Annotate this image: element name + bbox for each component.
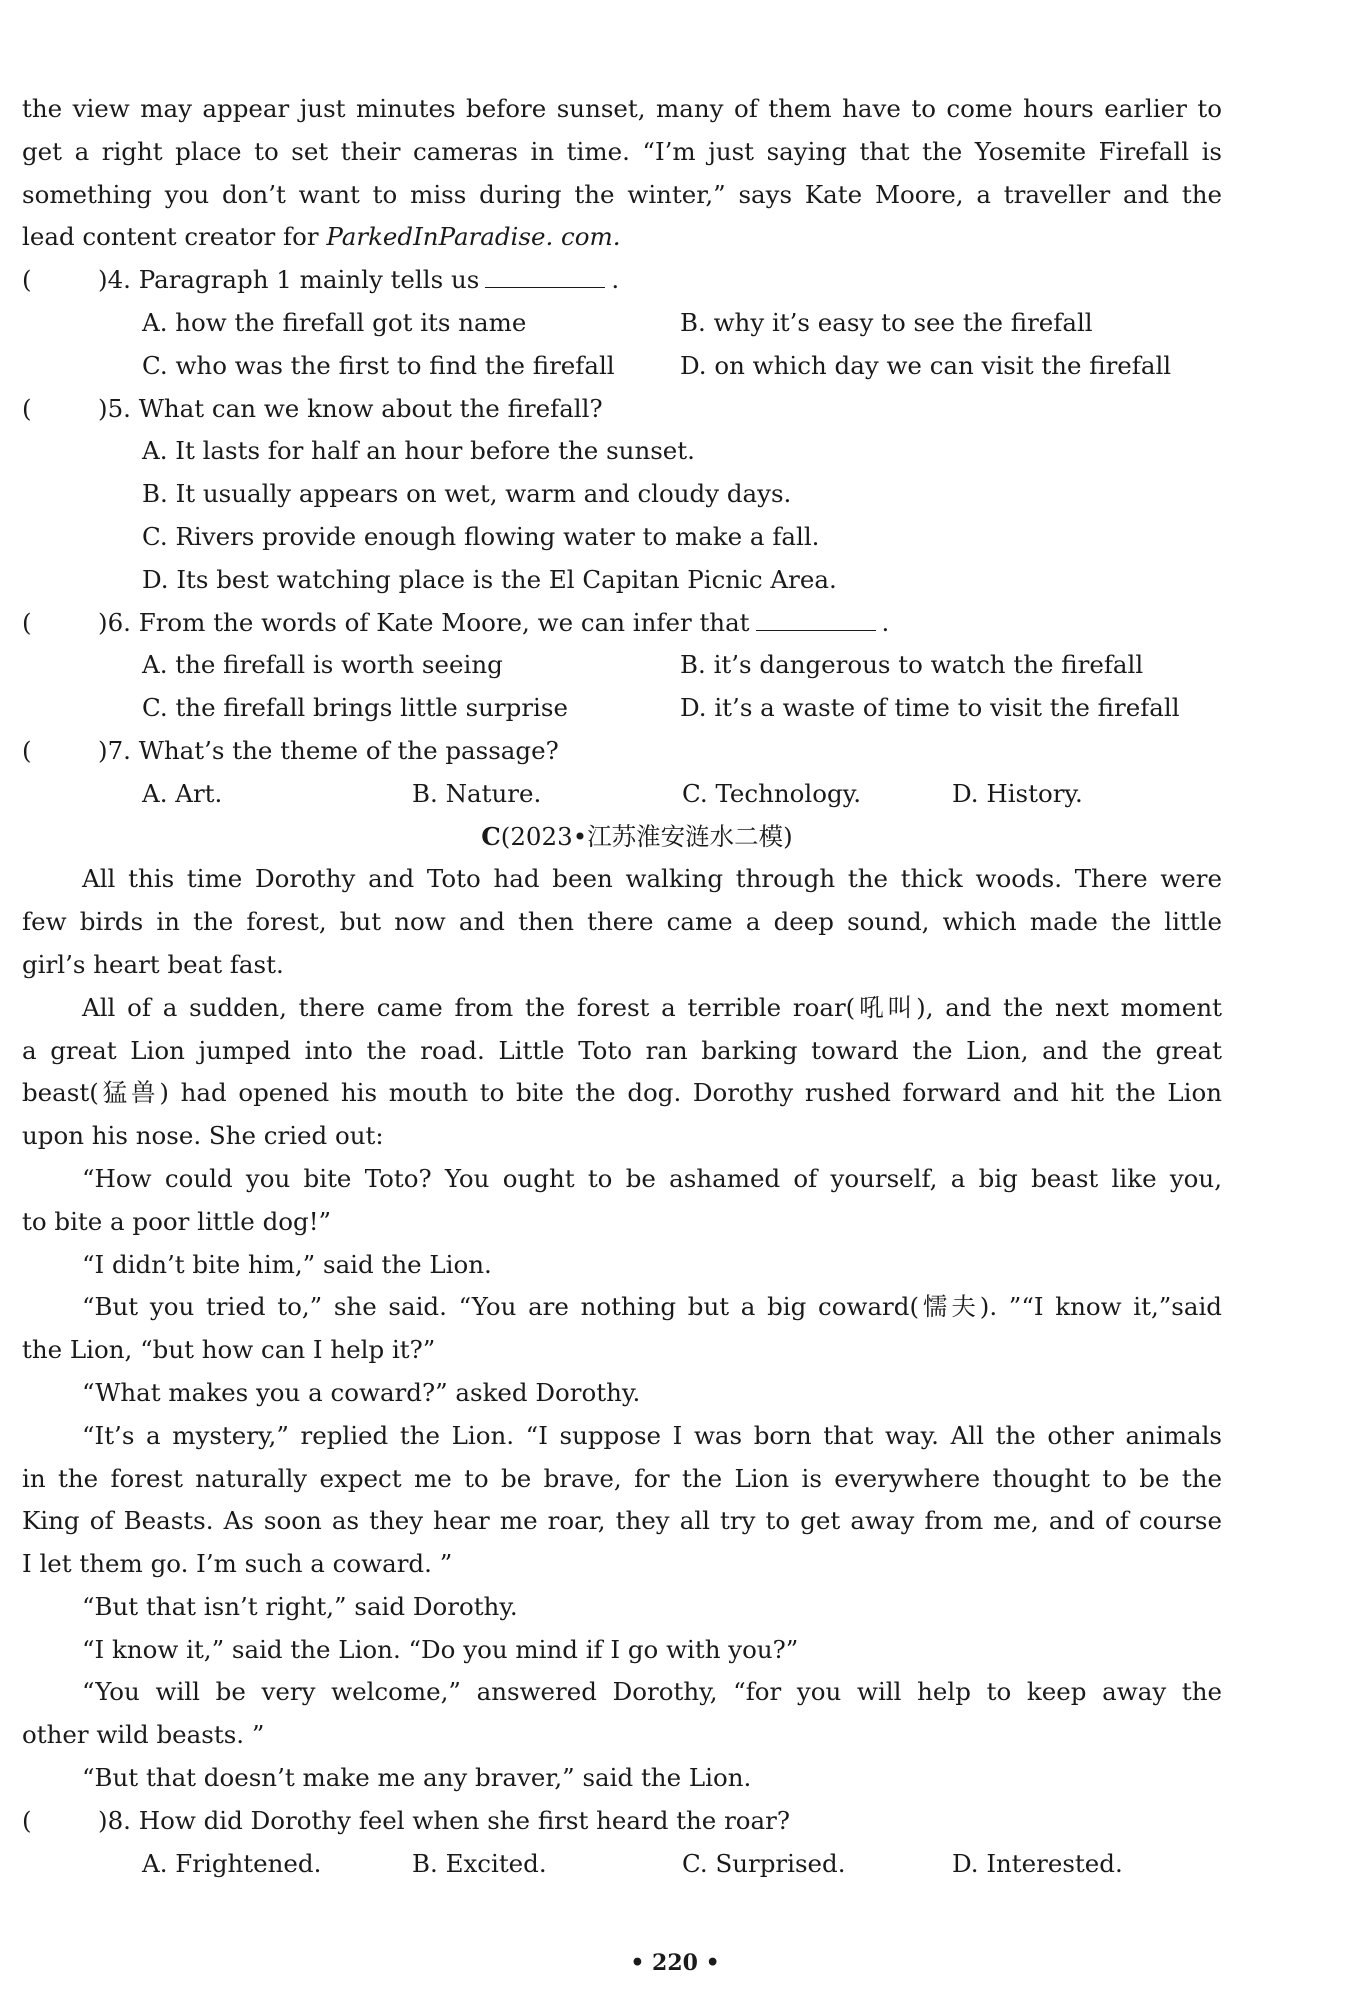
section-letter: C xyxy=(481,821,501,851)
question-stem: 5. What can we know about the firefall? xyxy=(107,393,603,423)
answer-paren-open: ( xyxy=(22,393,32,423)
question-5 xyxy=(22,388,1222,431)
question-end: . xyxy=(611,265,620,295)
options-row xyxy=(22,302,1222,345)
fill-blank[interactable] xyxy=(485,265,605,288)
question-8 xyxy=(22,1800,1222,1843)
text-line: “I didn’t bite him,” said the Lion. xyxy=(82,1249,492,1279)
option-b[interactable]: B. It usually appears on wet, warm and cloudy days. xyxy=(142,479,792,509)
text-line: the view may appear just minutes before sunset, many of them have to come hours earlier to xyxy=(22,94,1222,123)
options-row xyxy=(22,687,1222,730)
text-line: “How could you bite Toto? You ought to be ashamed of yourself, a big beast like you, xyxy=(82,1163,1222,1193)
text-line: All this time Dorothy and Toto had been walking through the thick woods. There were xyxy=(82,864,1222,894)
option-b[interactable]: B. Excited. xyxy=(412,1848,547,1878)
page-number: • 220 • xyxy=(630,1950,720,1976)
answer-paren-open: ( xyxy=(22,735,32,765)
option-d[interactable]: D. Its best watching place is the El Capitan Picnic Area. xyxy=(142,564,837,594)
option-a[interactable]: A. Frightened. xyxy=(142,1848,322,1878)
answer-paren-close: ) xyxy=(98,607,108,637)
question-7 xyxy=(22,730,1222,773)
answer-paren-close: ) xyxy=(98,393,108,423)
text-line: “It’s a mystery,” replied the Lion. “I suppose I was born that way. All the other animals xyxy=(82,1420,1222,1450)
text-line: “I know it,” said the Lion. “Do you mind if I go with you?” xyxy=(82,1634,799,1664)
text-line: “But you tried to,” she said. “You are nothing but a big coward(懦夫). ”“I know it,”said xyxy=(82,1292,1222,1322)
answer-paren-open: ( xyxy=(22,265,32,295)
question-stem: 8. How did Dorothy feel when she first heard the roar? xyxy=(107,1805,790,1835)
document-page xyxy=(22,88,1222,1885)
question-4 xyxy=(22,259,1222,302)
question-stem: 6. From the words of Kate Moore, we can infer that xyxy=(107,607,750,637)
text-line: “But that isn’t right,” said Dorothy. xyxy=(82,1591,518,1621)
option-c[interactable]: C. who was the first to find the firefall xyxy=(142,350,615,380)
option-b[interactable]: B. Nature. xyxy=(412,778,542,808)
option-d[interactable]: D. Interested. xyxy=(952,1848,1123,1878)
text-line: “What makes you a coward?” asked Dorothy. xyxy=(82,1377,641,1407)
text-line: King of Beasts. As soon as they hear me roar, they all try to get away from me, and of course xyxy=(22,1506,1222,1536)
text-line: upon his nose. She cried out: xyxy=(22,1121,384,1151)
question-stem: 4. Paragraph 1 mainly tells us xyxy=(107,265,480,295)
text-line: other wild beasts. ” xyxy=(22,1720,265,1750)
text-line: get a right place to set their cameras in time. “I’m just saying that the Yosemite Firefall is xyxy=(22,136,1222,166)
options-row xyxy=(22,644,1222,687)
text-fragment: lead content creator for xyxy=(22,222,327,252)
answer-paren-close: ) xyxy=(98,735,108,765)
section-source: (2023•江苏淮安涟水二模) xyxy=(500,821,793,851)
text-line: “But that doesn’t make me any braver,” said the Lion. xyxy=(82,1763,752,1793)
option-d[interactable]: D. History. xyxy=(952,778,1083,808)
options-row xyxy=(22,1843,1222,1886)
text-line: to bite a poor little dog!” xyxy=(22,1206,332,1236)
text-line: girl’s heart beat fast. xyxy=(22,949,284,979)
website-name: ParkedInParadise. com. xyxy=(326,222,621,252)
section-heading xyxy=(22,816,1222,859)
option-b[interactable]: B. why it’s easy to see the firefall xyxy=(680,307,1093,337)
option-d[interactable]: D. on which day we can visit the firefall xyxy=(680,350,1172,380)
question-stem: 7. What’s the theme of the passage? xyxy=(107,735,559,765)
answer-paren-close: ) xyxy=(98,1805,108,1835)
text-line: the Lion, “but how can I help it?” xyxy=(22,1335,436,1365)
answer-paren-close: ) xyxy=(98,265,108,295)
option-a[interactable]: A. It lasts for half an hour before the sunset. xyxy=(142,436,695,466)
fill-blank[interactable] xyxy=(756,608,876,631)
option-d[interactable]: D. it’s a waste of time to visit the firefall xyxy=(680,693,1180,723)
option-b[interactable]: B. it’s dangerous to watch the firefall xyxy=(680,650,1144,680)
option-c[interactable]: C. Surprised. xyxy=(682,1848,846,1878)
options-row xyxy=(22,345,1222,388)
option-c[interactable]: C. Technology. xyxy=(682,778,862,808)
text-line: I let them go. I’m such a coward. ” xyxy=(22,1549,453,1579)
question-end: . xyxy=(881,607,890,637)
answer-paren-open: ( xyxy=(22,1805,32,1835)
text-line: few birds in the forest, but now and then there came a deep sound, which made the little xyxy=(22,907,1222,937)
text-line: All of a sudden, there came from the forest a terrible roar(吼叫), and the next moment xyxy=(82,992,1222,1022)
option-c[interactable]: C. the firefall brings little surprise xyxy=(142,693,568,723)
option-a[interactable]: A. Art. xyxy=(142,778,223,808)
text-line: a great Lion jumped into the road. Little Toto ran barking toward the Lion, and the great xyxy=(22,1035,1222,1065)
text-line: in the forest naturally expect me to be brave, for the Lion is everywhere thought to be the xyxy=(22,1463,1222,1493)
text-line: “You will be very welcome,” answered Dorothy, “for you will help to keep away the xyxy=(82,1677,1222,1707)
question-6 xyxy=(22,602,1222,645)
option-c[interactable]: C. Rivers provide enough flowing water to make a fall. xyxy=(142,521,820,551)
text-line: something you don’t want to miss during the winter,” says Kate Moore, a traveller and the xyxy=(22,179,1222,209)
answer-paren-open: ( xyxy=(22,607,32,637)
option-a[interactable]: A. the firefall is worth seeing xyxy=(142,650,503,680)
text-line xyxy=(22,216,1222,259)
text-line: beast(猛兽) had opened his mouth to bite the dog. Dorothy rushed forward and hit the Lion xyxy=(22,1078,1222,1108)
options-row xyxy=(22,773,1222,816)
option-a[interactable]: A. how the firefall got its name xyxy=(142,307,527,337)
